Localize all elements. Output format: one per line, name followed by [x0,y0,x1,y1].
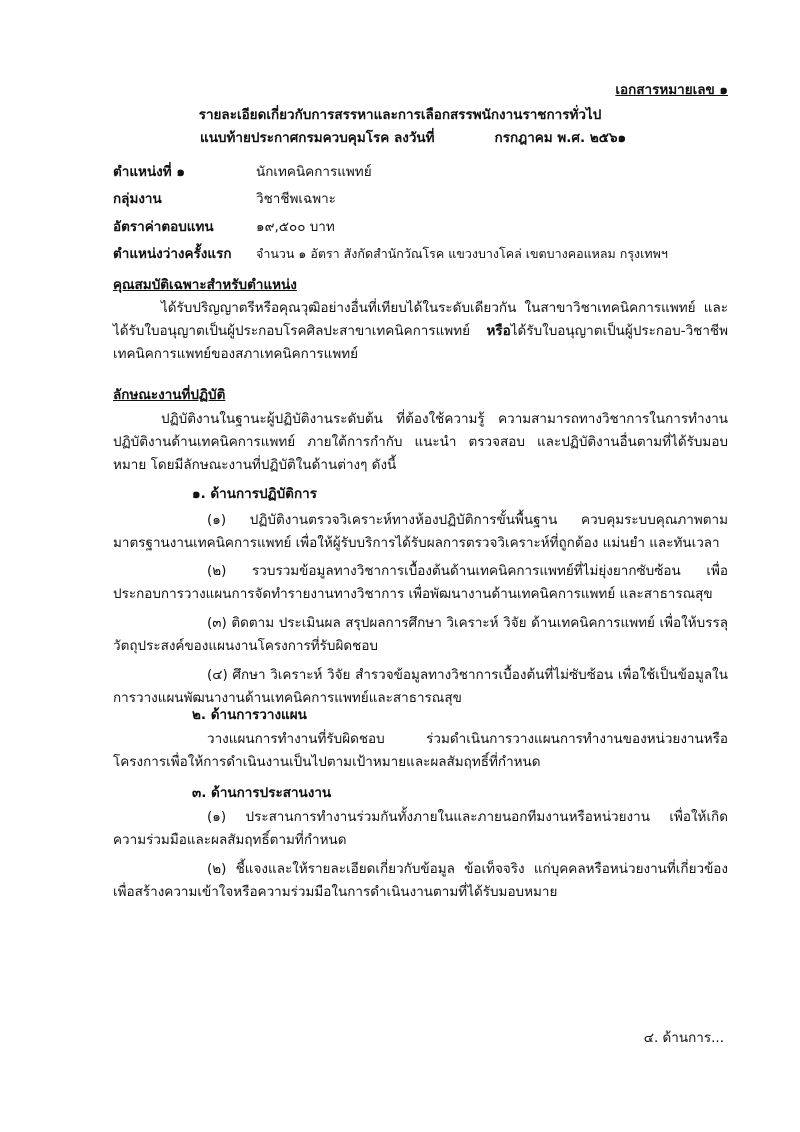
section1-item: (๒) รวบรวมข้อมูลทางวิชาการเบื้องต้นด้านเทคนิคการแพทย์ที่ไม่ยุ่งยากซับซ้อน เพื่อประกอบการวางแผนการจัดทำรายงานทางวิชาการ เพื่อพัฒนางานด้านเทคนิคการแพทย์ และสาธารณสุข [113,563,728,602]
duties-intro: ปฏิบัติงานในฐานะผู้ปฏิบัติงานระดับต้น ที่ต้องใช้ความรู้ ความสามารถทางวิชาการในการทำงาน ปฏิบัติงานด้านเทคนิคการแพทย์ ภายใต้การกำกับ แนะนำ ตรวจสอบ และปฏิบัติงานอื่นตามที่ได้รับมอบหมาย โดยมีลักษณะงานที่ปฏิบัติในด้านต่างๆ ดังนี้ [113,411,728,473]
section1-title: ๑. ด้านการปฏิบัติการ [192,486,317,502]
section3-item: (๒) ชี้แจงและให้รายละเอียดเกี่ยวกับข้อมูล ข้อเท็จจริง แก่บุคคลหรือหน่วยงานที่เกี่ยวข้อง เพื่อสร้างความเข้าใจหรือความร่วมมือในการดำเนินงานตามที่ได้รับมอบหมาย [113,861,728,900]
document-subtitle [200,128,626,148]
document-ref: เอกสารหมายเลข ๑ [615,82,728,98]
subtitle-date: กรกฎาคม พ.ศ. ๒๕๖๑ [494,130,627,146]
qualifications-or: หรือ [486,323,511,339]
position-label: ตำแหน่งที่ ๑ [113,164,185,180]
section3-item: (๑) ประสานการทำงานร่วมกันทั้งภายในและภายนอกทีมงานหรือหน่วยงาน เพื่อให้เกิดความร่วมมือและผลสัมฤทธิ์ตามที่กำหนด [113,809,728,848]
section3-title: ๓. ด้านการประสานงาน [192,785,332,801]
salary-label: อัตราค่าตอบแทน [113,219,214,235]
vacancy-label: ตำแหน่งว่างครั้งแรก [113,246,232,262]
qualifications-part1: ได้รับปริญญาตรีหรือคุณวุฒิอย่างอื่นที่เทียบได้ในระดับเดียวกัน ในสาขาวิชาเทคนิคการแพทย์ และได้รับใบอนุญาตเป็นผู้ประกอบโรคศิลปะสาขาเทคนิคการแพทย์ [113,300,728,339]
section1-item: (๔) ศึกษา วิเคราะห์ วิจัย สำรวจข้อมูลทางวิชาการเบื้องต้นที่ไม่ซับซ้อน เพื่อใช้เป็นข้อมูลในการวางแผนพัฒนางานด้านเทคนิคการแพทย์และสาธารณสุข [113,667,728,706]
vacancy-value: จำนวน ๑ อัตรา สังกัดสำนักวัณโรค แขวงบางโคล่ เขตบางคอแหลม กรุงเทพฯ [256,246,668,261]
salary-value: ๑๙,๕๐๐ บาท [256,219,335,235]
qualifications-part2: ได้รับใบอนุญาตเป็นผู้ประกอบ-วิชาชีพเทคนิคการแพทย์ของสภาเทคนิคการแพทย์ [113,323,728,362]
duties-heading: ลักษณะงานที่ปฏิบัติ [113,387,226,403]
position-value: นักเทคนิคการแพทย์ [256,164,372,180]
subtitle-text: แนบท้ายประกาศกรมควบคุมโรค ลงวันที่ [200,130,435,146]
qualifications-text [113,297,728,366]
section1-item: (๓) ติดตาม ประเมินผล สรุปผลการศึกษา วิเคราะห์ วิจัย ด้านเทคนิคการแพทย์ เพื่อให้บรรลุวัตถุประสงค์ของแผนงานโครงการที่รับผิดชอบ [113,615,728,654]
continuation-marker: ๔. ด้านการ... [643,1030,724,1046]
qualifications-heading: คุณสมบัติเฉพาะสำหรับตำแหน่ง [113,277,297,293]
work-group-label: กลุ่มงาน [113,191,162,207]
section1-item: (๑) ปฏิบัติงานตรวจวิเคราะห์ทางห้องปฏิบัติการขั้นพื้นฐาน ควบคุมระบบคุณภาพตามมาตรฐานงานเทคนิคการแพทย์ เพื่อให้ผู้รับบริการได้รับผลการตรวจวิเคราะห์ที่ถูกต้อง แม่นยำ และทันเวลา [113,512,728,551]
work-group-value: วิชาชีพเฉพาะ [256,191,336,207]
document-title: รายละเอียดเกี่ยวกับการสรรหาและการเลือกสรรพนักงานราชการทั่วไป [198,107,602,123]
section2-title: ๒. ด้านการวางแผน [192,707,307,723]
section2-text: วางแผนการทำงานที่รับผิดชอบ ร่วมดำเนินการวางแผนการทำงานของหน่วยงานหรือโครงการเพื่อให้การดำเนินงานเป็นไปตามเป้าหมายและผลสัมฤทธิ์ที่กำหนด [113,731,728,770]
